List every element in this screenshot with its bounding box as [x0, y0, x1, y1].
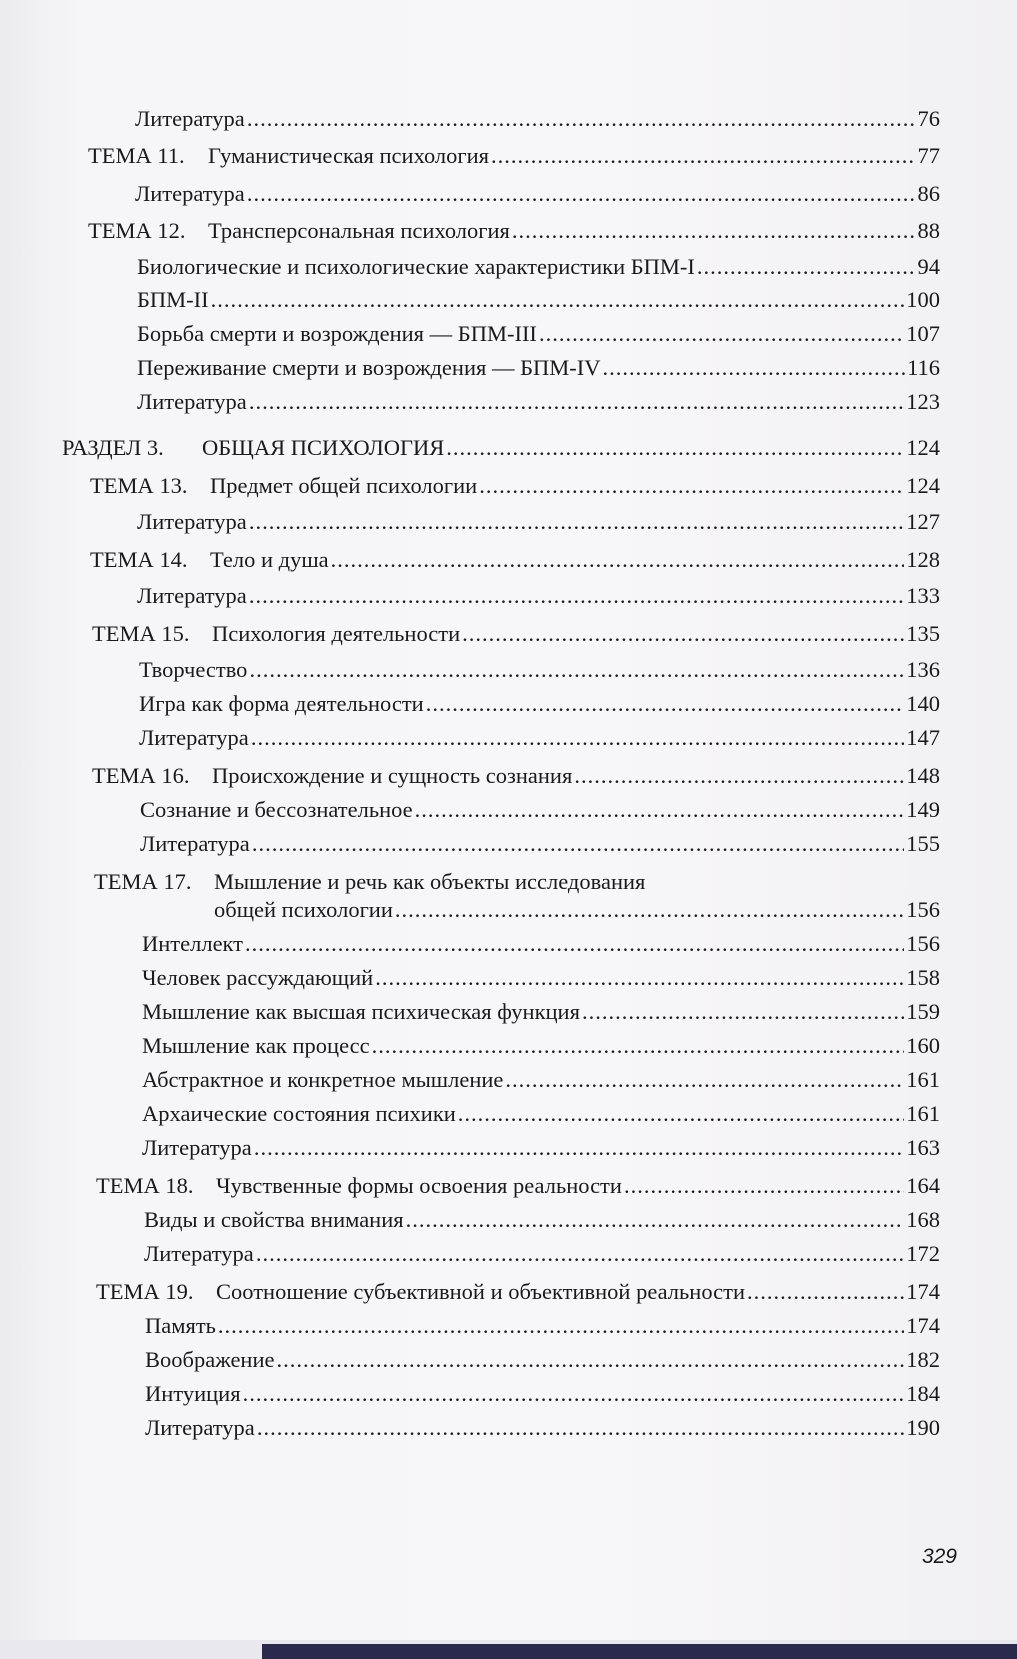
toc-entry — [142, 1134, 940, 1162]
dot-leader — [426, 690, 905, 718]
toc-entry-page: 182 — [906, 1347, 940, 1372]
dot-leader — [249, 508, 904, 536]
toc-heading-entry — [90, 472, 940, 500]
dot-leader — [505, 1066, 904, 1094]
toc-entry-title: Литература — [135, 181, 245, 206]
toc-entry-number: ТЕМА 16. — [92, 763, 190, 788]
toc-entry-title: БПМ-II — [137, 287, 209, 312]
dot-leader — [249, 582, 904, 610]
toc-entry-title: Мышление как процесс — [142, 1033, 370, 1058]
dot-leader — [245, 930, 904, 958]
toc-entry-page: 133 — [906, 583, 940, 608]
toc-entry-page: 156 — [906, 931, 940, 956]
toc-entry-number: ТЕМА 14. — [90, 547, 188, 572]
toc-entry — [137, 508, 940, 536]
toc-entry-title: Литература — [135, 106, 245, 131]
toc-entry-page: 160 — [906, 1033, 940, 1058]
toc-heading-entry — [92, 762, 940, 790]
toc-entry-title: Сознание и бессознательное — [140, 797, 413, 822]
toc-entry — [135, 180, 940, 208]
toc-entry-number: ТЕМА 15. — [92, 621, 190, 646]
dot-leader — [747, 1278, 904, 1306]
toc-entry-page: 161 — [906, 1101, 940, 1126]
toc-entry-title: Психология деятельности — [212, 621, 461, 646]
toc-heading-entry — [62, 434, 940, 462]
toc-entry — [144, 1206, 940, 1234]
toc-heading-entry — [92, 620, 940, 648]
toc-entry-page: 148 — [906, 763, 940, 788]
toc-entry-title: Переживание смерти и возрождения — БПМ-IV — [137, 355, 601, 380]
toc-entry-number: ТЕМА 12. — [88, 218, 186, 243]
dot-leader — [257, 1414, 904, 1442]
toc-entry — [139, 656, 940, 684]
toc-heading-entry — [90, 546, 940, 574]
dot-leader — [446, 434, 904, 462]
toc-entry — [137, 320, 940, 348]
toc-heading-entry — [88, 217, 940, 245]
toc-entry — [142, 930, 940, 958]
dot-leader — [512, 217, 916, 245]
toc-entry — [142, 964, 940, 992]
toc-entry-title: Воображение — [145, 1347, 275, 1372]
toc-entry-title: Мышление как высшая психическая функция — [142, 999, 580, 1024]
toc-entry-page: 172 — [906, 1241, 940, 1266]
toc-entry-title: Литература — [144, 1241, 254, 1266]
toc-heading-entry — [88, 142, 940, 170]
dot-leader — [415, 796, 905, 824]
toc-entry — [144, 1240, 940, 1268]
toc-entry-page: 164 — [906, 1173, 940, 1198]
page-bottom-edge — [0, 1640, 1017, 1659]
toc-entry-page: 128 — [906, 547, 940, 572]
toc-entry-title: Гуманистическая психология — [208, 143, 490, 168]
toc-entry-page: 140 — [906, 691, 940, 716]
toc-entry-page: 158 — [906, 965, 940, 990]
toc-entry-title: Литература — [137, 389, 247, 414]
toc-entry — [139, 690, 940, 718]
toc-entry-page: 94 — [917, 254, 940, 279]
toc-entry — [135, 105, 940, 133]
dark-background-strip — [262, 1644, 1017, 1659]
toc-entry-title: Виды и свойства внимания — [144, 1207, 404, 1232]
toc-entry — [137, 354, 940, 382]
toc-entry — [140, 830, 940, 858]
page-number: 329 — [921, 1545, 957, 1568]
toc-heading-entry — [96, 1172, 940, 1200]
toc-entry-title: Архаические состояния психики — [142, 1101, 456, 1126]
toc-entry-number: ТЕМА 18. — [96, 1173, 194, 1198]
toc-entry-page: 124 — [906, 473, 940, 498]
toc-entry-title: Литература — [139, 725, 249, 750]
toc-entry — [94, 868, 940, 924]
toc-entry-title: Литература — [145, 1415, 255, 1440]
toc-entry — [137, 286, 940, 314]
dot-leader — [243, 1380, 905, 1408]
toc-entry-page: 155 — [906, 831, 940, 856]
toc-entry-title: Борьба смерти и возрождения — БПМ-III — [137, 321, 537, 346]
toc-entry — [145, 1380, 940, 1408]
toc-entry-number: ТЕМА 17. — [94, 869, 192, 894]
toc-entry-page: 190 — [906, 1415, 940, 1440]
dot-leader — [491, 142, 915, 170]
toc-entry-page: 88 — [917, 218, 940, 243]
toc-entry-title: Чувственные формы освоения реальности — [216, 1173, 622, 1198]
dot-leader — [249, 388, 904, 416]
toc-entry-page: 100 — [906, 287, 940, 312]
toc-entry-page: 76 — [917, 106, 940, 131]
toc-heading-entry — [96, 1278, 940, 1306]
toc-entry — [137, 253, 940, 281]
toc-entry-page: 174 — [906, 1313, 940, 1338]
toc-entry-number: РАЗДЕЛ 3. — [62, 435, 164, 460]
toc-entry-title: Абстрактное и конкретное мышление — [142, 1067, 504, 1092]
toc-entry-title: Литература — [137, 583, 247, 608]
toc-entry-number: ТЕМА 13. — [90, 473, 188, 498]
toc-entry-page: 116 — [907, 355, 940, 380]
toc-entry-page: 127 — [906, 509, 940, 534]
toc-entry-title-continued: общей психологии — [214, 897, 393, 922]
dot-leader — [479, 472, 904, 500]
toc-entry-title: Мышление и речь как объекты исследования — [214, 869, 646, 894]
toc-entry-title: Интеллект — [142, 931, 244, 956]
dot-leader — [574, 762, 904, 790]
dot-leader — [211, 286, 905, 314]
toc-entry-title: Биологические и психологические характеристики БПМ-I — [137, 254, 695, 279]
toc-entry-title: ОБЩАЯ ПСИХОЛОГИЯ — [202, 435, 445, 460]
dot-leader — [277, 1346, 905, 1374]
toc-entry — [140, 796, 940, 824]
dot-leader — [249, 656, 904, 684]
toc-entry-number: ТЕМА 11. — [88, 143, 185, 168]
toc-entry-title: Память — [145, 1313, 216, 1338]
toc-entry-page: 135 — [906, 621, 940, 646]
dot-leader — [251, 724, 904, 752]
dot-leader — [331, 546, 905, 574]
dot-leader — [697, 253, 916, 281]
toc-entry-page: 174 — [906, 1279, 940, 1304]
dot-leader — [603, 354, 906, 382]
toc-entry-page: 163 — [906, 1135, 940, 1160]
toc-entry-page: 123 — [906, 389, 940, 414]
toc-entry-title: Интуиция — [145, 1381, 241, 1406]
dot-leader — [218, 1312, 904, 1340]
toc-entry — [145, 1312, 940, 1340]
toc-entry-page: 77 — [917, 143, 940, 168]
toc-entry — [142, 998, 940, 1026]
dot-leader — [252, 830, 904, 858]
toc-entry — [145, 1414, 940, 1442]
toc-entry-page: 107 — [906, 321, 940, 346]
dot-leader — [375, 964, 904, 992]
toc-entry-page: 156 — [906, 897, 940, 922]
toc-entry-title: Тело и душа — [210, 547, 329, 572]
toc-entry-title: Трансперсональная психология — [208, 218, 510, 243]
toc-entry-page: 168 — [906, 1207, 940, 1232]
toc-entry — [137, 388, 940, 416]
toc-entry-page: 184 — [906, 1381, 940, 1406]
toc-entry-page: 161 — [906, 1067, 940, 1092]
toc-entry-number: ТЕМА 19. — [96, 1279, 194, 1304]
dot-leader — [256, 1240, 904, 1268]
toc-entry-title: Литература — [137, 509, 247, 534]
toc-entry-title: Литература — [142, 1135, 252, 1160]
toc-entry-page: 124 — [906, 435, 940, 460]
toc-entry-title: Соотношение субъективной и объективной реальности — [216, 1279, 745, 1304]
dot-leader — [462, 620, 904, 648]
dot-leader — [624, 1172, 904, 1200]
toc-entry-title: Литература — [140, 831, 250, 856]
toc-entry-page: 149 — [906, 797, 940, 822]
toc-entry-page: 136 — [906, 657, 940, 682]
toc-entry-page: 86 — [917, 181, 940, 206]
toc-entry-page: 159 — [906, 999, 940, 1024]
toc-entry — [139, 724, 940, 752]
toc-entry — [145, 1346, 940, 1374]
dot-leader — [582, 998, 904, 1026]
toc-entry — [142, 1032, 940, 1060]
dot-leader — [395, 896, 904, 924]
toc-entry-title: Предмет общей психологии — [210, 473, 478, 498]
dot-leader — [458, 1100, 904, 1128]
dot-leader — [406, 1206, 905, 1234]
dot-leader — [372, 1032, 905, 1060]
dot-leader — [539, 320, 904, 348]
dot-leader — [247, 180, 916, 208]
dot-leader — [247, 105, 916, 133]
dot-leader — [254, 1134, 904, 1162]
toc-entry-page: 147 — [906, 725, 940, 750]
toc-entry — [137, 582, 940, 610]
toc-entry — [142, 1100, 940, 1128]
toc-entry-title: Игра как форма деятельности — [139, 691, 424, 716]
toc-entry-title: Творчество — [139, 657, 248, 682]
toc-entry — [142, 1066, 940, 1094]
toc-entry-title: Происхождение и сущность сознания — [212, 763, 573, 788]
toc-entry-title: Человек рассуждающий — [142, 965, 374, 990]
